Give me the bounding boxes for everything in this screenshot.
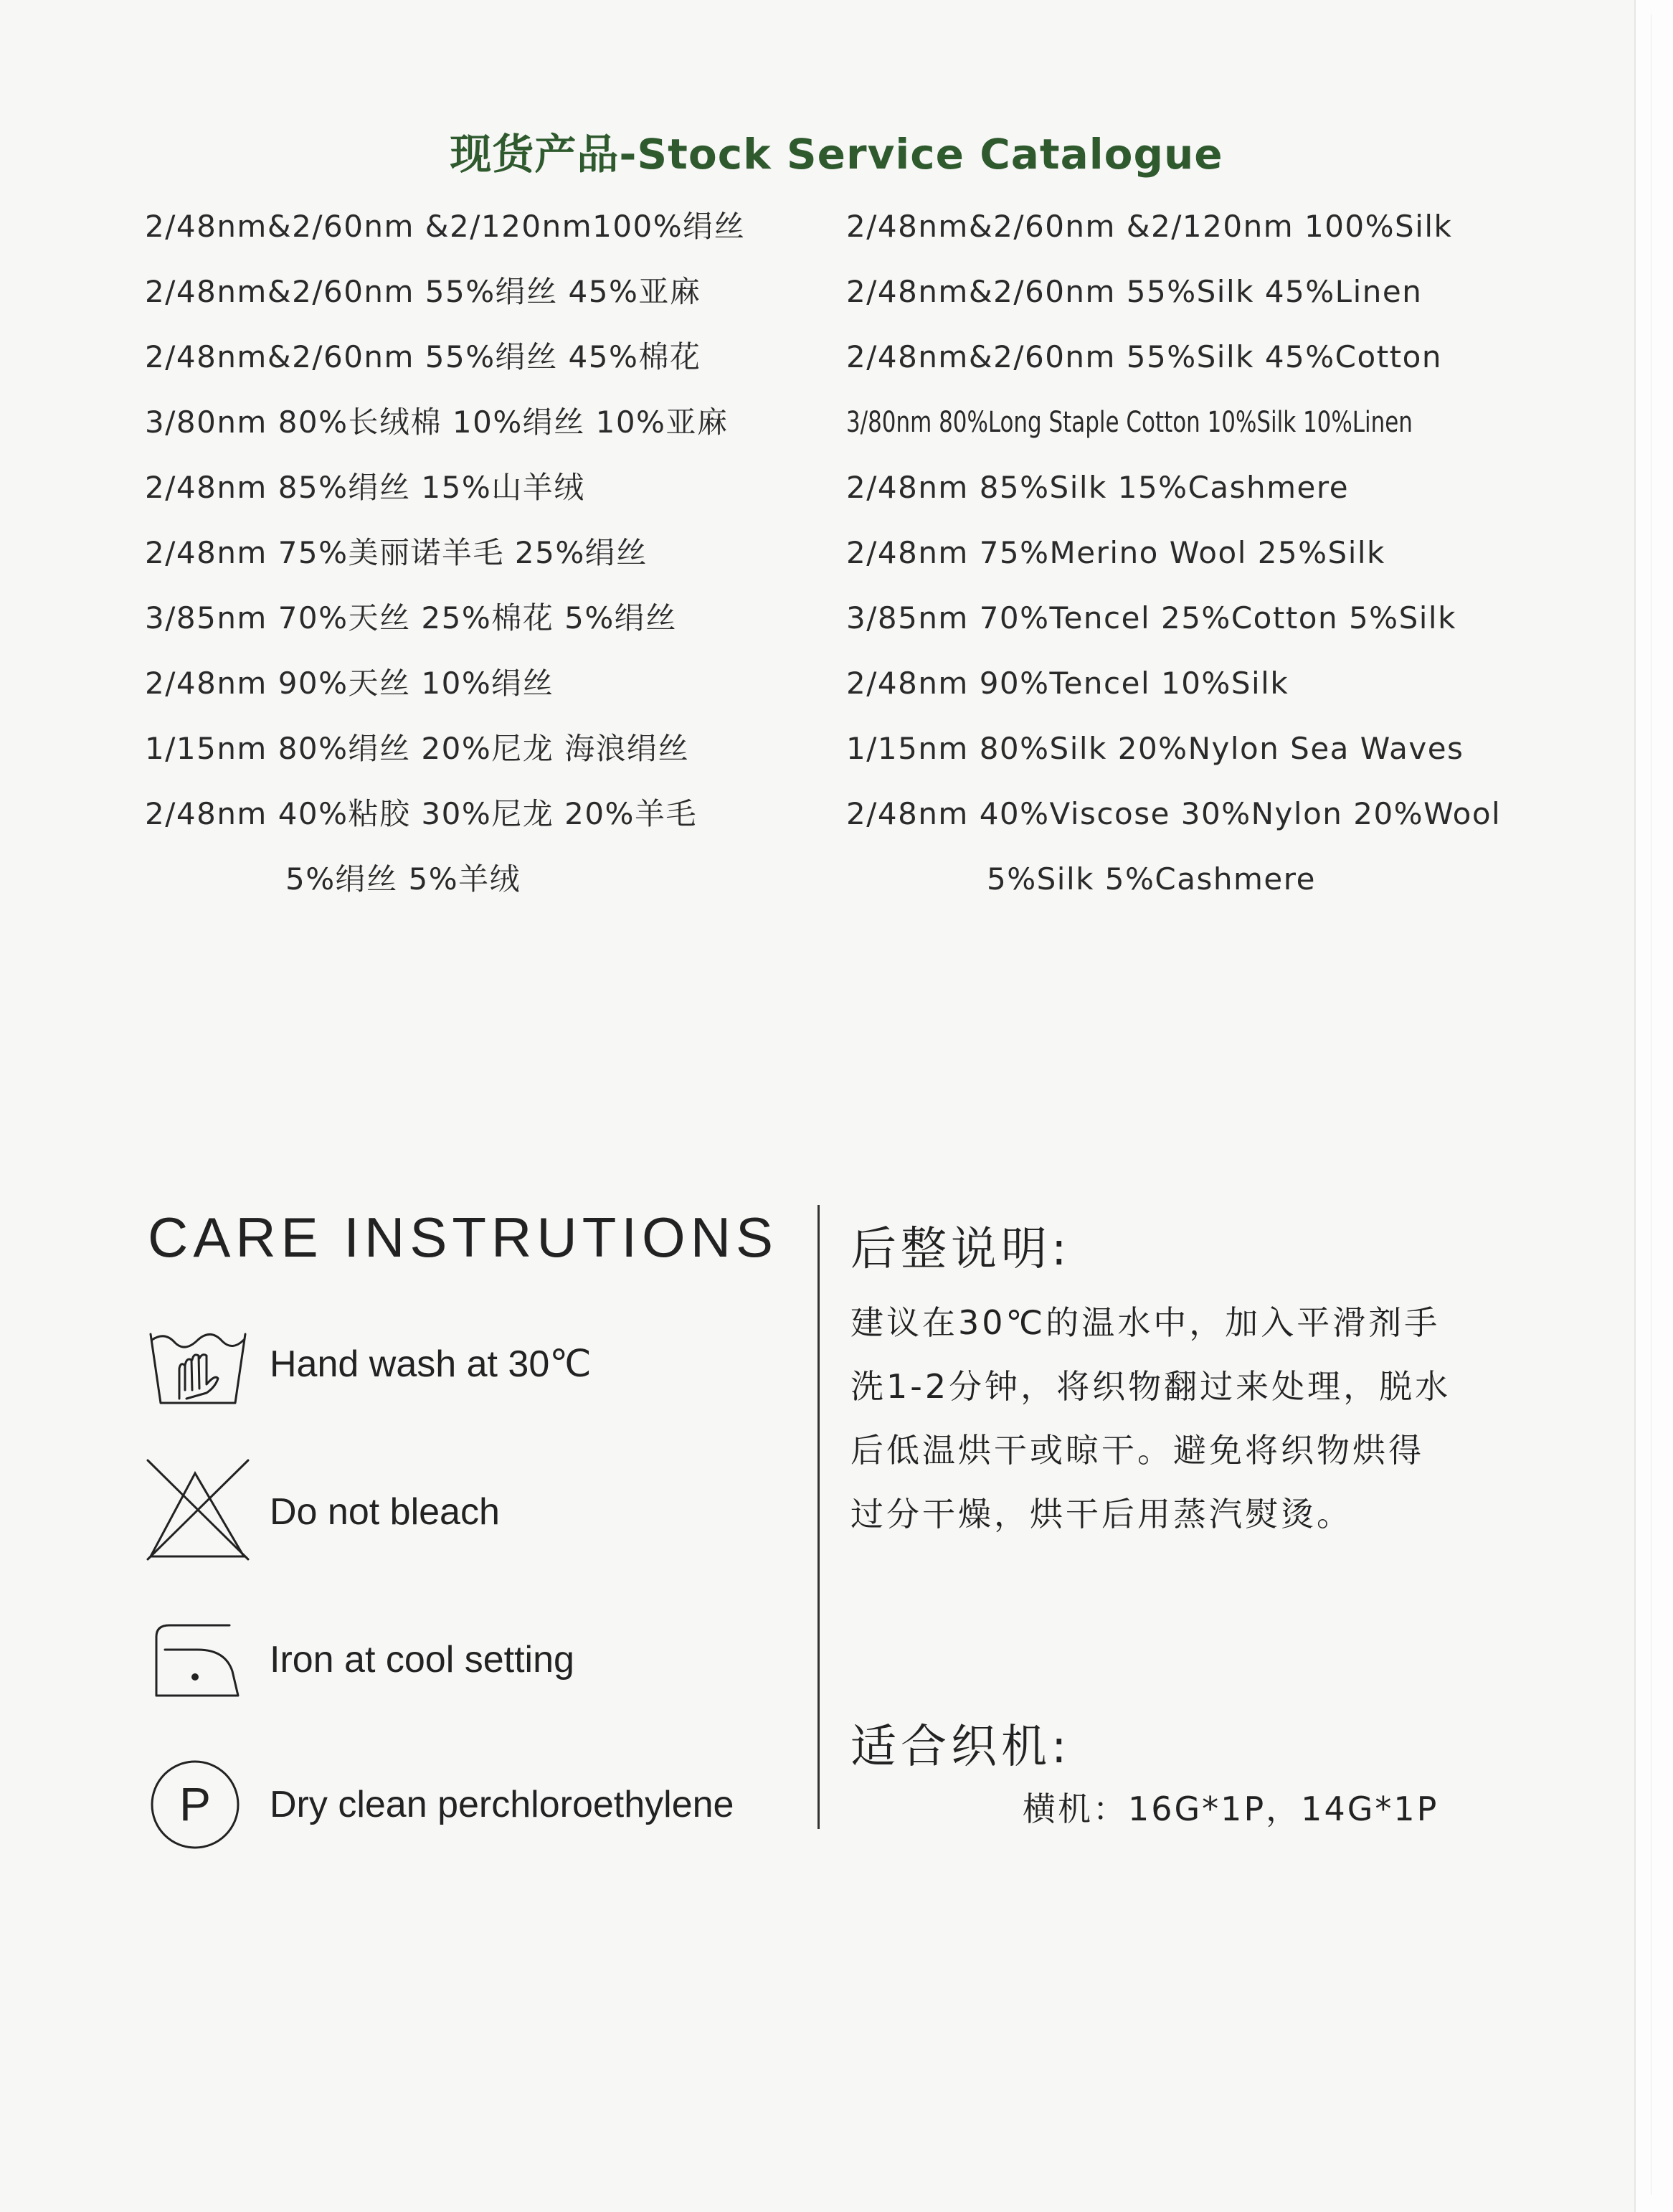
care-label: Hand wash at 30℃ <box>270 1343 592 1385</box>
catalogue-title: 现货产品-Stock Service Catalogue <box>450 130 1223 179</box>
care-item-hand-wash <box>143 1318 789 1433</box>
care-item-dry-clean <box>143 1747 789 1862</box>
dry-clean-glyph: P <box>179 1777 212 1830</box>
dry-clean-p-icon <box>143 1747 251 1862</box>
finishing-instructions <box>850 1291 1510 1546</box>
finishing-line: 建议在30℃的温水中，加入平滑剂手 <box>850 1303 1441 1342</box>
catalogue-item: 2/48nm 40%Viscose 30%Nylon 20%Wool <box>846 796 1502 831</box>
catalogue-item: 2/48nm 75%Merino Wool 25%Silk <box>846 535 1385 570</box>
catalogue-item: 3/85nm 70%天丝 25%棉花 5%绢丝 <box>145 600 677 635</box>
catalogue-item: 2/48nm&2/60nm 55%绢丝 45%亚麻 <box>145 274 701 309</box>
machines-value: 横机：16G*1P，14G*1P <box>1023 1790 1439 1828</box>
catalogue-item: 2/48nm 75%美丽诺羊毛 25%绢丝 <box>145 535 648 570</box>
catalogue-item: 2/48nm&2/60nm &2/120nm 100%Silk <box>846 209 1453 244</box>
page-edge <box>1634 0 1673 2212</box>
catalogue-item: 2/48nm&2/60nm &2/120nm100%绢丝 <box>145 209 746 244</box>
care-item-iron-cool <box>143 1605 789 1720</box>
catalogue-list-chinese <box>145 201 833 919</box>
catalogue-item: 2/48nm 90%天丝 10%绢丝 <box>145 666 554 701</box>
catalogue-item: 2/48nm 40%粘胶 30%尼龙 20%羊毛 <box>145 796 697 831</box>
machines-heading: 适合织机: <box>850 1721 1071 1774</box>
catalogue-item: 2/48nm&2/60nm 55%Silk 45%Cotton <box>846 339 1442 374</box>
catalogue-item: 2/48nm 85%绢丝 15%山羊绒 <box>145 470 585 505</box>
catalogue-item: 3/85nm 70%Tencel 25%Cotton 5%Silk <box>846 600 1456 635</box>
finishing-line: 洗1-2分钟，将织物翻过来处理，脱水 <box>850 1367 1451 1406</box>
catalogue-item: 2/48nm&2/60nm 55%Silk 45%Linen <box>846 274 1423 309</box>
finishing-line: 过分干燥，烘干后用蒸汽熨烫。 <box>850 1495 1352 1533</box>
iron-cool-icon <box>143 1605 251 1720</box>
catalogue-item: 3/80nm 80%长绒棉 10%绢丝 10%亚麻 <box>145 405 729 440</box>
section-divider <box>817 1205 820 1829</box>
care-item-no-bleach <box>143 1455 789 1569</box>
care-instructions-title: CARE INSTRUTIONS <box>148 1206 779 1269</box>
finishing-heading: 后整说明: <box>850 1223 1071 1276</box>
care-label: Iron at cool setting <box>270 1639 574 1681</box>
care-label: Do not bleach <box>270 1491 500 1533</box>
catalogue-item: 3/80nm 80%Long Staple Cotton 10%Silk 10%Linen <box>846 406 1413 439</box>
catalogue-item: 2/48nm 90%Tencel 10%Silk <box>846 666 1289 701</box>
catalogue-item: 2/48nm&2/60nm 55%绢丝 45%棉花 <box>145 339 701 374</box>
finishing-line: 后低温烘干或晾干。避免将织物烘得 <box>850 1431 1424 1470</box>
catalogue-item-continuation: 5%绢丝 5%羊绒 <box>285 861 521 897</box>
hand-wash-icon <box>143 1318 251 1433</box>
catalogue-item: 1/15nm 80%绢丝 20%尼龙 海浪绢丝 <box>145 731 690 766</box>
no-bleach-icon <box>143 1455 251 1569</box>
catalogue-item: 1/15nm 80%Silk 20%Nylon Sea Waves <box>846 731 1464 766</box>
catalogue-item: 2/48nm 85%Silk 15%Cashmere <box>846 470 1350 505</box>
care-label: Dry clean perchloroethylene <box>270 1784 734 1825</box>
catalogue-item-continuation: 5%Silk 5%Cashmere <box>987 861 1316 897</box>
catalogue-list-english <box>846 201 1563 919</box>
